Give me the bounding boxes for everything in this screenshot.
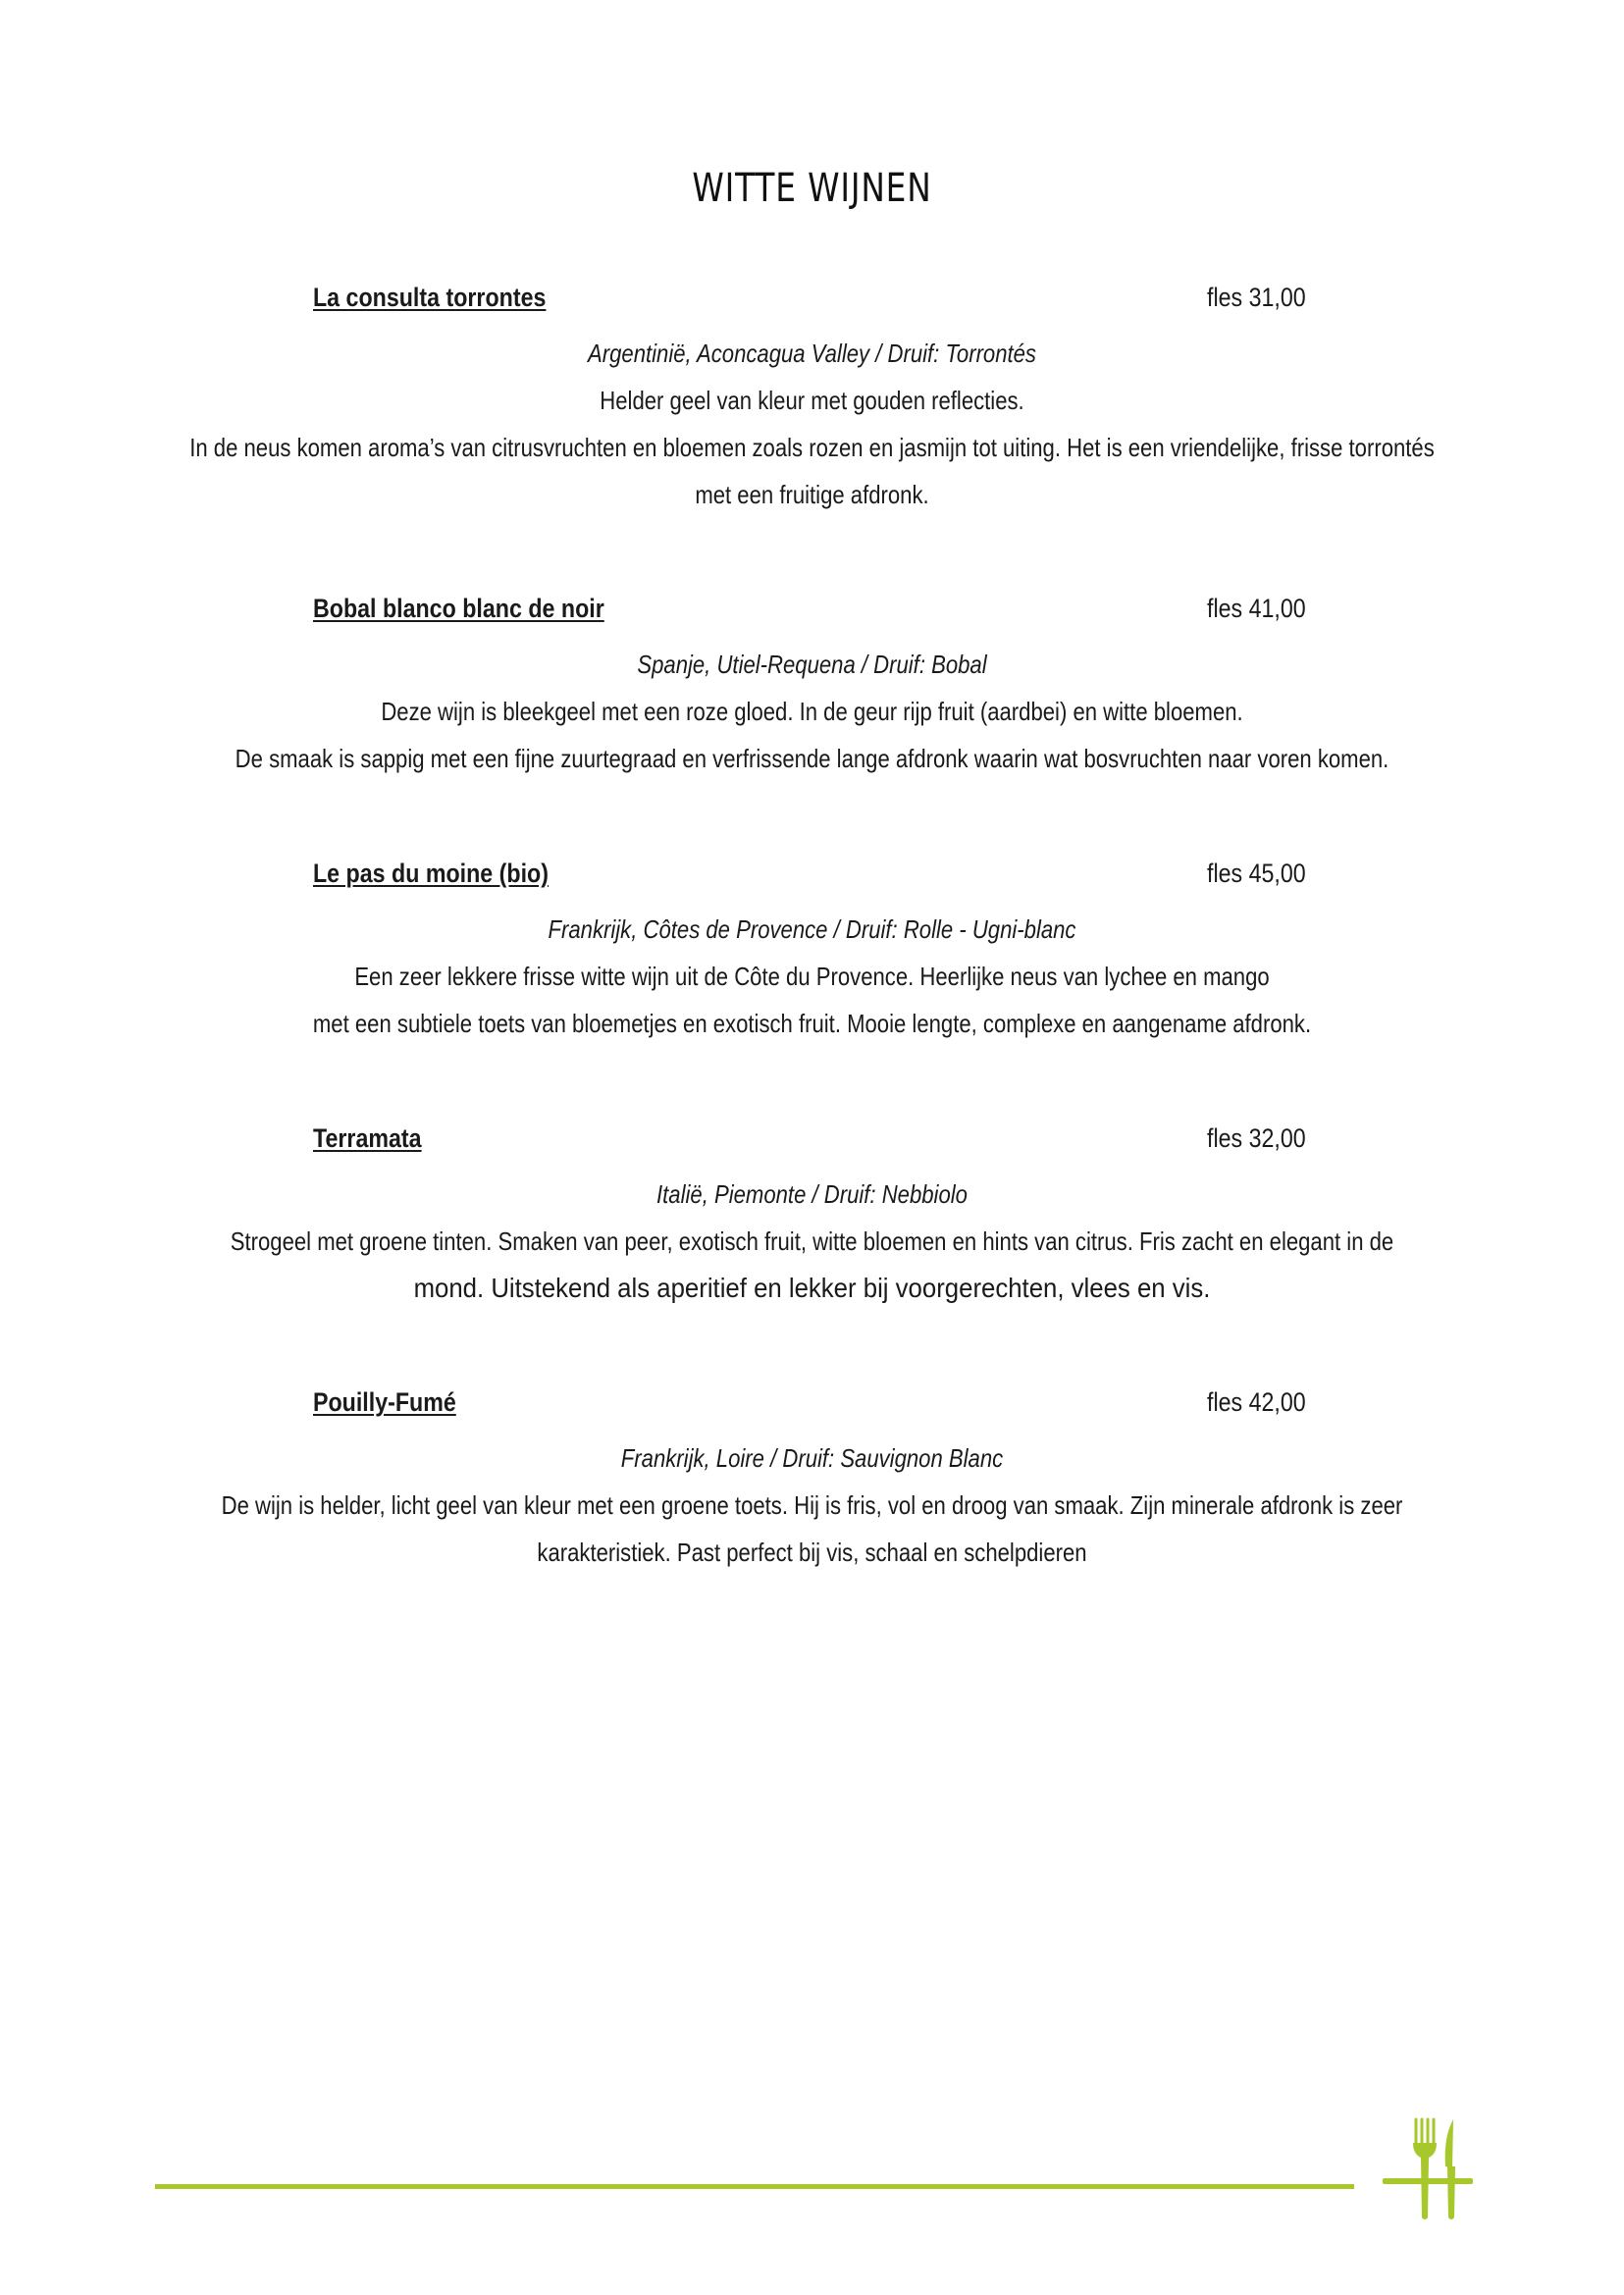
wine-description-line: karakteristiek. Past perfect bij vis, schaal en schelpdieren (537, 1538, 1087, 1567)
wine-description-line: De wijn is helder, licht geel van kleur met een groene toets. Hij is fris, vol en droog van smaak. Zijn minerale afdronk is zeer (221, 1490, 1403, 1520)
wine-name: La consulta torrontes (313, 283, 547, 312)
wine-origin: Spanje, Utiel-Requena / Druif: Bobal (637, 650, 987, 679)
wine-price: fles 31,00 (1207, 283, 1306, 312)
wine-price: fles 42,00 (1207, 1387, 1306, 1417)
wine-name: Bobal blanco blanc de noir (313, 594, 604, 623)
wine-name: Le pas du moine (bio) (313, 859, 549, 888)
wine-entry-bobal-blanco (0, 594, 1624, 782)
wine-description-line: mond. Uitstekend als aperitief en lekker bij voorgerechten, vlees en vis. (413, 1273, 1211, 1303)
wine-price: fles 41,00 (1207, 594, 1306, 623)
footer-divider (155, 2184, 1354, 2189)
wine-price: fles 45,00 (1207, 859, 1306, 888)
wine-entry-la-consulta (0, 283, 1624, 518)
wine-description-line: In de neus komen aroma’s van citrusvruchten en bloemen zoals rozen en jasmijn tot uiting. Het is een vriendelijke, frisse torrontés (189, 433, 1435, 462)
wine-origin: Italië, Piemonte / Druif: Nebbiolo (656, 1179, 968, 1209)
wine-description-line: met een fruitige afdronk. (695, 480, 929, 509)
wine-entry-le-pas-du-moine (0, 859, 1624, 1047)
wine-description-line: Een zeer lekkere frisse witte wijn uit de Côte du Provence. Heerlijke neus van lychee en mango (354, 962, 1270, 991)
wine-name: Terramata (313, 1123, 422, 1153)
wine-entry-pouilly-fume (0, 1387, 1624, 1576)
wine-description-line: Helder geel van kleur met gouden reflecties. (600, 386, 1024, 415)
wine-description-line: De smaak is sappig met een fijne zuurtegraad en verfrissende lange afdronk waarin wat bosvruchten naar voren komen. (235, 744, 1389, 773)
wine-origin: Frankrijk, Loire / Druif: Sauvignon Blanc (620, 1443, 1004, 1473)
wine-entry-terramata (0, 1123, 1624, 1312)
fork-knife-icon (1379, 2115, 1477, 2223)
wine-origin: Argentinië, Aconcagua Valley / Druif: Torrontés (588, 339, 1036, 368)
wine-price: fles 32,00 (1207, 1123, 1306, 1153)
wine-description-line: met een subtiele toets van bloemetjes en exotisch fruit. Mooie lengte, complexe en aangename afdronk. (312, 1009, 1312, 1038)
wine-origin: Frankrijk, Côtes de Provence / Druif: Rolle - Ugni-blanc (548, 914, 1076, 944)
wine-name: Pouilly-Fumé (313, 1387, 456, 1417)
wine-description-line: Strogeel met groene tinten. Smaken van peer, exotisch fruit, witte bloemen en hints van citrus. Fris zacht en elegant in de (230, 1226, 1394, 1256)
wine-description-line: Deze wijn is bleekgeel met een roze gloed. In de geur rijp fruit (aardbei) en witte bloemen. (381, 697, 1243, 726)
page-title: WITTE WIJNEN (692, 165, 932, 211)
